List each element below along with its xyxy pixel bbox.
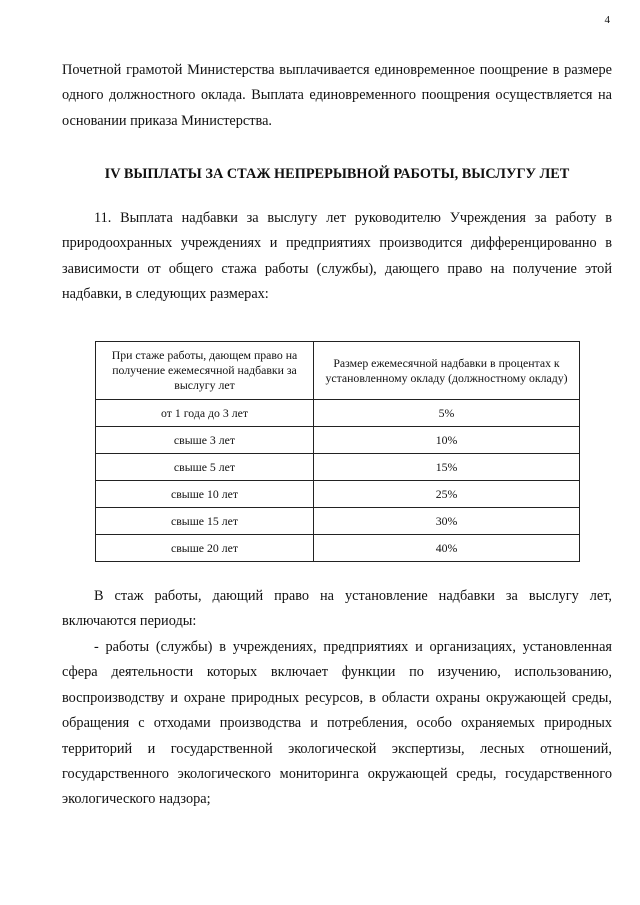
section-heading: IV ВЫПЛАТЫ ЗА СТАЖ НЕПРЕРЫВНОЙ РАБОТЫ, ВЫСЛУГУ ЛЕТ [104, 166, 570, 182]
seniority-allowance-table [95, 341, 580, 562]
seniority-cell: свыше 5 лет [96, 454, 314, 481]
seniority-cell: свыше 10 лет [96, 481, 314, 508]
seniority-cell: свыше 20 лет [96, 535, 314, 562]
table-row [96, 481, 580, 508]
header-seniority: При стаже работы, дающем право на получение ежемесячной надбавки за выслугу лет [96, 342, 314, 400]
percent-cell: 40% [314, 535, 580, 562]
seniority-cell: от 1 года до 3 лет [96, 400, 314, 427]
intro-paragraph: Почетной грамотой Министерства выплачивается единовременное поощрение в размере одного должностного оклада. Выплата единовременного поощрения осуществляется на основании приказа Министерства. [62, 62, 612, 129]
percent-cell: 5% [314, 400, 580, 427]
seniority-cell: свыше 15 лет [96, 508, 314, 535]
clause-11-paragraph: 11. Выплата надбавки за выслугу лет руководителю Учреждения за работу в природоохранных учреждениях и предприятиях производится дифференцированно в зависимости от общего стажа работы (службы), дающего право на получение этой надбавки, в следующих размерах: [62, 210, 612, 303]
table-row [96, 535, 580, 562]
table-row [96, 400, 580, 427]
percent-cell: 10% [314, 427, 580, 454]
table-row [96, 508, 580, 535]
percent-cell: 15% [314, 454, 580, 481]
table-row [96, 454, 580, 481]
percent-cell: 25% [314, 481, 580, 508]
period-item-paragraph: - работы (службы) в учреждениях, предприятиях и организациях, установленная сфера деятельности которых включает функции по изучению, использованию, воспроизводству и охране природных ресурсов, в области охраны окружающей среды, обращения с отходами производства и потребления, особо охраняемых природных территорий и государственной экологической экспертизы, лесных отношений, государственного экологического мониторинга окружающей среды, государственного экологического надзора; [62, 639, 612, 808]
table-header-row [96, 342, 580, 400]
percent-cell: 30% [314, 508, 580, 535]
periods-intro-paragraph: В стаж работы, дающий право на установление надбавки за выслугу лет, включаются периоды: [62, 588, 612, 630]
seniority-cell: свыше 3 лет [96, 427, 314, 454]
page-number: 4 [604, 14, 610, 26]
header-allowance-percent: Размер ежемесячной надбавки в процентах к установленному окладу (должностному окладу) [314, 342, 580, 400]
table-row [96, 427, 580, 454]
